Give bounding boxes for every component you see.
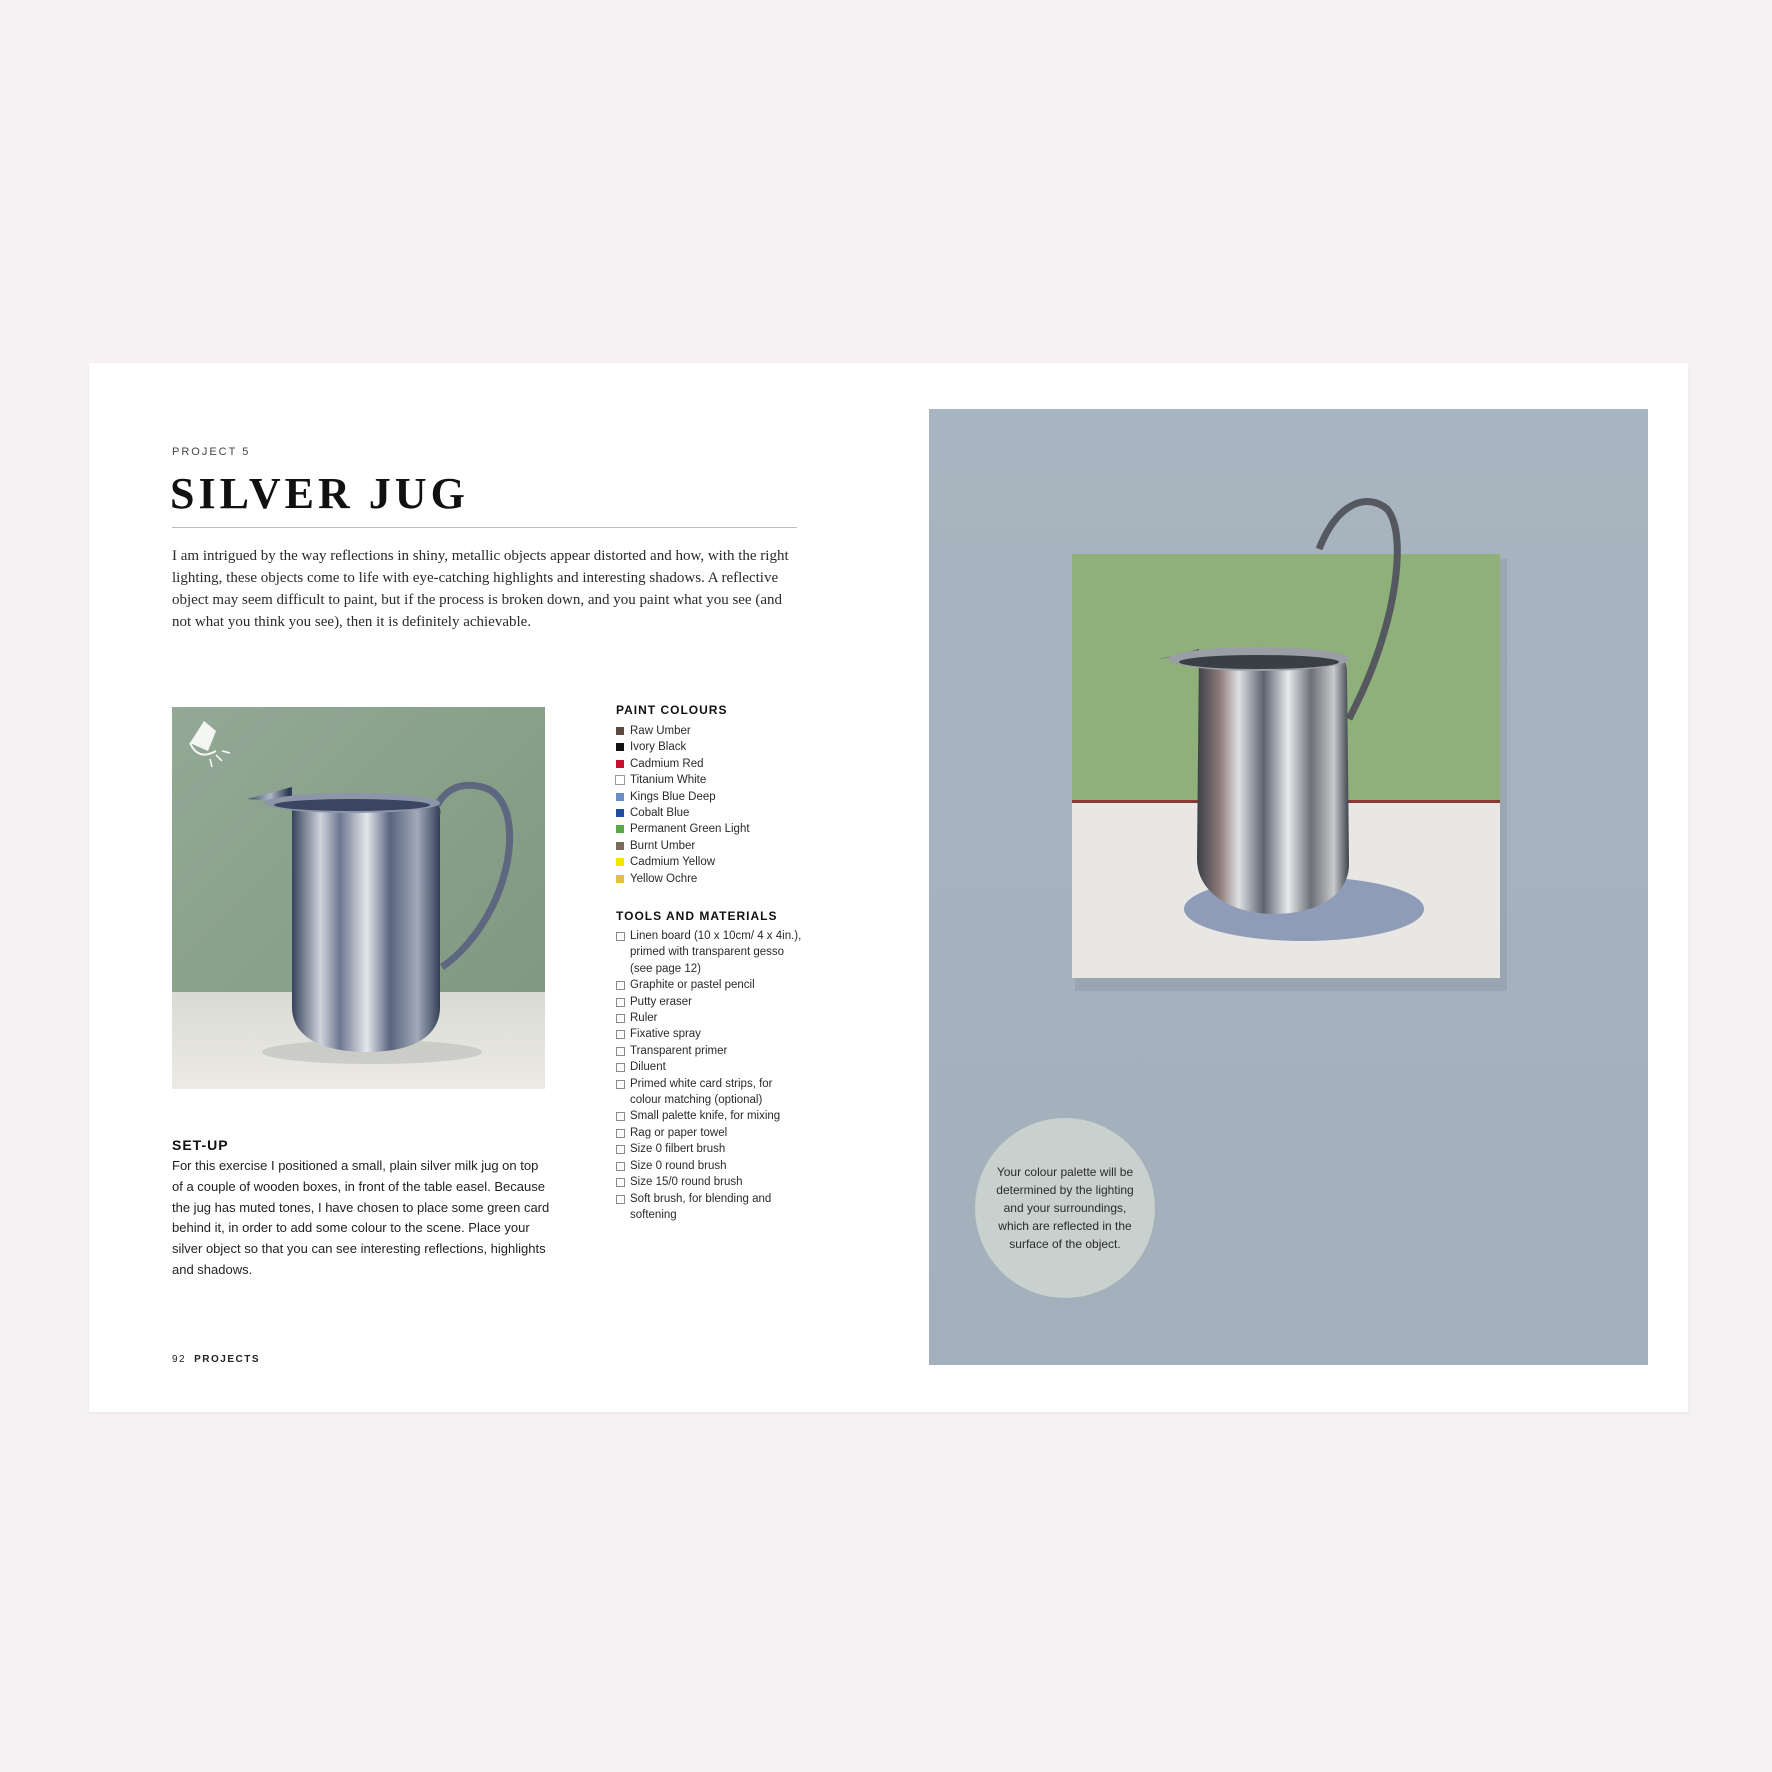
section-name: PROJECTS xyxy=(194,1354,261,1365)
tool-item xyxy=(616,1191,806,1224)
colour-swatch xyxy=(616,793,624,801)
checkbox-icon xyxy=(616,1112,625,1121)
colour-swatch xyxy=(616,743,624,751)
colour-swatch xyxy=(616,727,624,735)
checkbox-icon xyxy=(616,932,625,941)
paint-colour-item xyxy=(616,756,806,772)
paint-colour-label: Cadmium Yellow xyxy=(630,856,716,869)
tool-label: Primed white card strips, for colour matching (optional) xyxy=(630,1077,773,1107)
tool-item xyxy=(616,1108,806,1124)
tool-label: Ruler xyxy=(630,1012,658,1025)
tool-item xyxy=(616,928,806,977)
tool-item xyxy=(616,1125,806,1141)
tool-item xyxy=(616,1076,806,1109)
paint-colour-item xyxy=(616,789,806,805)
tool-label: Fixative spray xyxy=(630,1028,701,1041)
checkbox-icon xyxy=(616,1145,625,1154)
colour-swatch xyxy=(616,776,624,784)
setup-text: For this exercise I positioned a small, plain silver milk jug on top of a couple of wooden boxes, in front of the table easel. Because the jug has muted tones, I have chosen to place some green card behind it, in order to add some colour to the scene. Place your silver object so that you can see interesting reflections, highlights and shadows. xyxy=(172,1158,550,1277)
tool-label: Graphite or pastel pencil xyxy=(630,979,755,992)
paint-colour-label: Titanium White xyxy=(630,774,707,787)
tool-item xyxy=(616,994,806,1010)
tool-item xyxy=(616,1043,806,1059)
checkbox-icon xyxy=(616,1129,625,1138)
checkbox-icon xyxy=(616,1195,625,1204)
tool-item xyxy=(616,977,806,993)
paint-colour-label: Ivory Black xyxy=(630,741,687,754)
tool-label: Transparent primer xyxy=(630,1044,728,1057)
tool-label: Size 0 round brush xyxy=(630,1159,727,1172)
paint-colour-label: Raw Umber xyxy=(630,725,691,737)
tool-item xyxy=(616,1010,806,1026)
caption-circle xyxy=(975,1118,1155,1298)
paint-colours-heading: PAINT COLOURS xyxy=(616,703,728,717)
title-divider xyxy=(172,527,797,528)
caption-text: Your colour palette will be determined by the lighting and your surroundings, which are reflected in the surface of the object. xyxy=(996,1165,1134,1251)
colour-swatch xyxy=(616,809,624,817)
paint-colour-label: Cadmium Red xyxy=(630,757,704,770)
intro-paragraph: I am intrigued by the way reflections in shiny, metallic objects appear distorted and how, with the right lighting, these objects come to life with eye-catching highlights and interesting shadows. A reflective object may seem difficult to paint, but if the process is broken down, and you paint what you see (and not what you think you see), then it is definitely achievable. xyxy=(172,548,789,630)
colour-swatch xyxy=(616,842,624,850)
tool-label: Diluent xyxy=(630,1061,666,1074)
checkbox-icon xyxy=(616,1080,625,1089)
page-title: SILVER JUG xyxy=(170,469,469,518)
tool-item xyxy=(616,1158,806,1174)
tool-label: Soft brush, for blending and softening xyxy=(630,1192,772,1221)
checkbox-icon xyxy=(616,981,625,990)
reference-photo xyxy=(172,707,545,1089)
tool-label: Rag or paper towel xyxy=(630,1126,728,1139)
checkbox-icon xyxy=(616,998,625,1007)
tool-item xyxy=(616,1141,806,1157)
tool-label: Linen board (10 x 10cm/ 4 x 4in.), primed with transparent gesso (see page 12) xyxy=(630,930,802,975)
paint-colour-label: Permanent Green Light xyxy=(630,823,750,836)
checkbox-icon xyxy=(616,1063,625,1072)
paint-colour-item xyxy=(616,871,806,887)
colour-swatch xyxy=(616,858,624,866)
colour-swatch xyxy=(616,825,624,833)
tool-label: Size 0 filbert brush xyxy=(630,1143,726,1156)
checkbox-icon xyxy=(616,1162,625,1171)
colour-swatch xyxy=(616,760,624,768)
paint-colour-item xyxy=(616,739,806,755)
tools-list xyxy=(616,928,806,1223)
tool-item xyxy=(616,1059,806,1075)
paint-colour-item xyxy=(616,723,806,739)
tool-label: Size 15/0 round brush xyxy=(630,1176,743,1189)
paint-colour-label: Cobalt Blue xyxy=(630,807,690,820)
tool-label: Small palette knife, for mixing xyxy=(630,1110,781,1123)
colour-swatch xyxy=(616,875,624,883)
checkbox-icon xyxy=(616,1030,625,1039)
paint-colour-item xyxy=(616,772,806,788)
page-number: 92 xyxy=(172,1354,187,1365)
checkbox-icon xyxy=(616,1178,625,1187)
checkbox-icon xyxy=(616,1047,625,1056)
project-label: PROJECT 5 xyxy=(172,446,251,458)
paint-colour-item xyxy=(616,821,806,837)
paint-colour-item xyxy=(616,854,806,870)
paint-colour-item xyxy=(616,805,806,821)
paint-colour-item xyxy=(616,838,806,854)
paint-colour-label: Burnt Umber xyxy=(630,839,696,852)
paint-colours-list xyxy=(616,723,806,887)
tools-heading: TOOLS AND MATERIALS xyxy=(616,909,778,923)
tool-item xyxy=(616,1174,806,1190)
paint-colour-label: Yellow Ochre xyxy=(630,872,698,885)
tool-item xyxy=(616,1026,806,1042)
page-footer xyxy=(172,1354,260,1365)
setup-heading: SET-UP xyxy=(172,1137,229,1153)
checkbox-icon xyxy=(616,1014,625,1023)
tool-label: Putty eraser xyxy=(630,995,692,1008)
paint-colour-label: Kings Blue Deep xyxy=(630,790,716,803)
